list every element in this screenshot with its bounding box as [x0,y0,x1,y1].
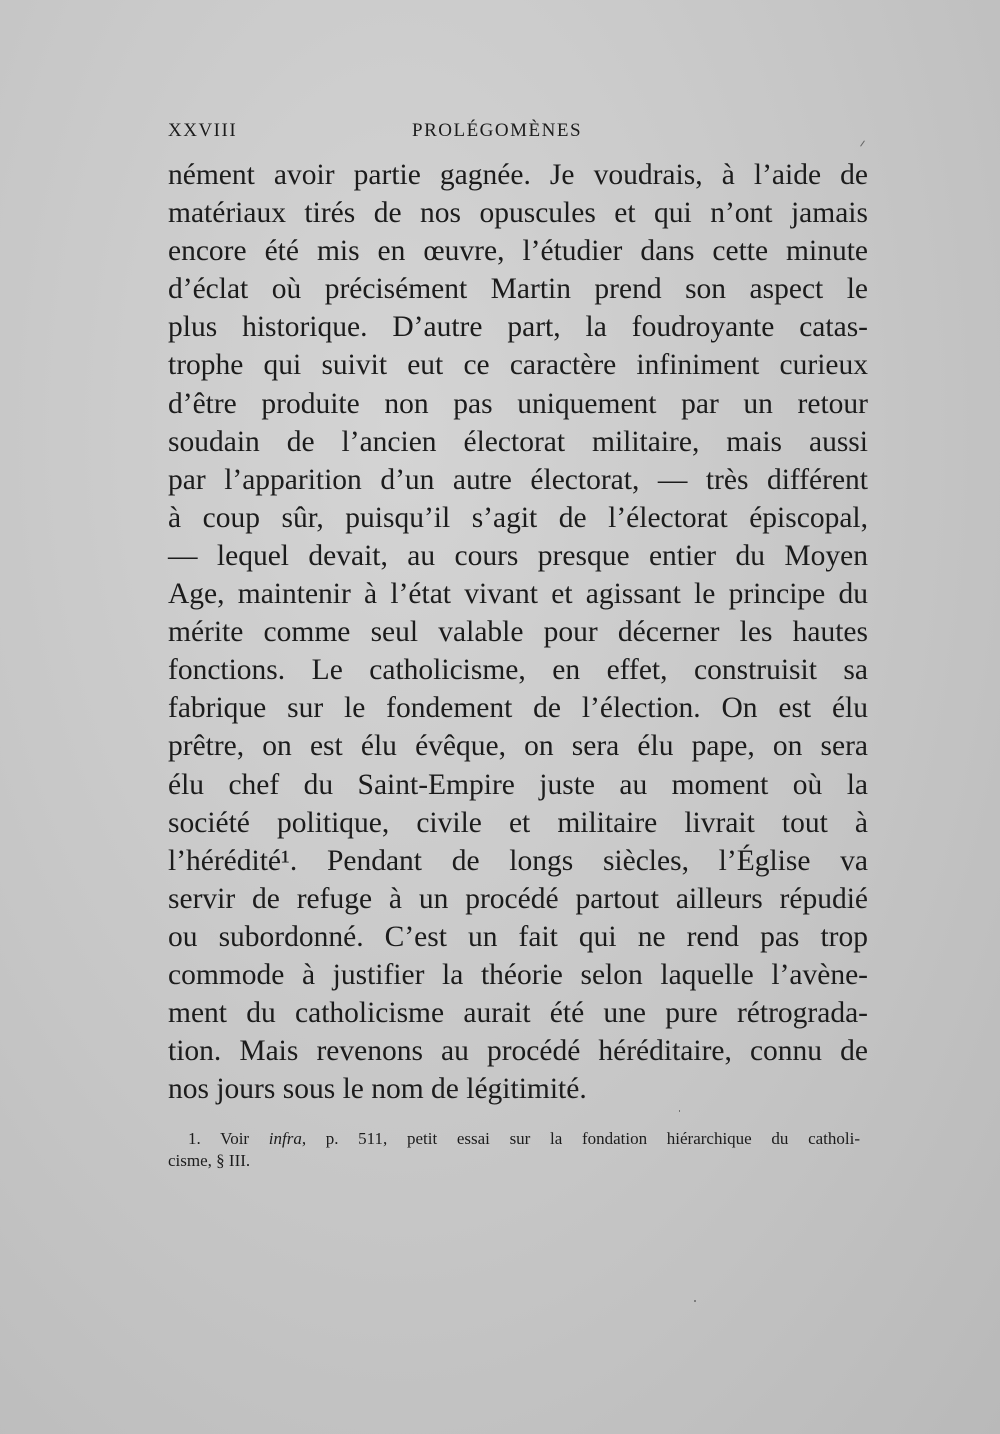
text-line: tion. Mais revenons au procédé héréditaire, connu de [168,1035,868,1068]
text-line: à coup sûr, puisqu’il s’agit de l’électorat épiscopal, [168,501,868,534]
text-line: par l’apparition d’un autre électorat, — très différent [168,463,868,496]
text-line: soudain de l’ancien électorat militaire, mais aussi [168,425,868,458]
text-line: Age, maintenir à l’état vivant et agissant le principe du [168,578,868,611]
text-line: encore été mis en œuvre, l’étudier dans cette minute [168,235,868,268]
text-line-last: nos jours sous le nom de légitimité. [168,1073,587,1106]
text-line: élu chef du Saint-Empire juste au moment où la [168,768,868,801]
footnote-marker: 1. Voir [188,1129,269,1148]
running-head [168,120,618,144]
text-line: fonctions. Le catholicisme, en effet, construisit sa [168,654,868,687]
running-title: PROLÉGOMÈNES [412,120,583,141]
text-line: d’être produite non pas uniquement par un retour [168,387,868,420]
text-line: ment du catholicisme aurait été une pure rétrograda- [168,997,868,1030]
text-line: servir de refuge à un procédé partout ailleurs répudié [168,882,868,915]
text-line: d’éclat où précisément Martin prend son aspect le [168,273,868,306]
footnote [168,1128,860,1172]
text-line: trophe qui suivit eut ce caractère infiniment curieux [168,349,868,382]
text-line: ou subordonné. C’est un fait qui ne rend pas trop [168,920,868,953]
text-line: l’hérédité¹. Pendant de longs siècles, l’Église va [168,844,868,877]
text-line: mérite comme seul valable pour décerner les hautes [168,616,868,649]
text-line: matériaux tirés de nos opuscules et qui n’ont jamais [168,197,868,230]
text-line: — lequel devait, au cours presque entier du Moyen [168,539,868,572]
footnote-line: cisme, § III. [168,1151,251,1170]
text-line: prêtre, on est élu évêque, on sera élu pape, on sera [168,730,868,763]
paper-speck [860,140,865,146]
footnote-text: , p. 511, petit essai sur la fondation hiérarchique du catholi- [301,1129,860,1148]
paper-speck [679,1110,680,1112]
text-line: plus historique. D’autre part, la foudroyante catas- [168,311,868,344]
footnote-italic-ref: infra [268,1129,302,1148]
footnote-line [168,1128,860,1150]
paper-speck [694,1300,696,1302]
text-line: société politique, civile et militaire livrait tout à [168,806,868,839]
text-line: commode à justifier la théorie selon laquelle l’avène- [168,958,868,991]
body-text [168,156,868,1108]
page-number: XXVIII [168,120,238,141]
text-line: nément avoir partie gagnée. Je voudrais, à l’aide de [168,159,868,191]
text-line: fabrique sur le fondement de l’élection. On est élu [168,692,868,725]
